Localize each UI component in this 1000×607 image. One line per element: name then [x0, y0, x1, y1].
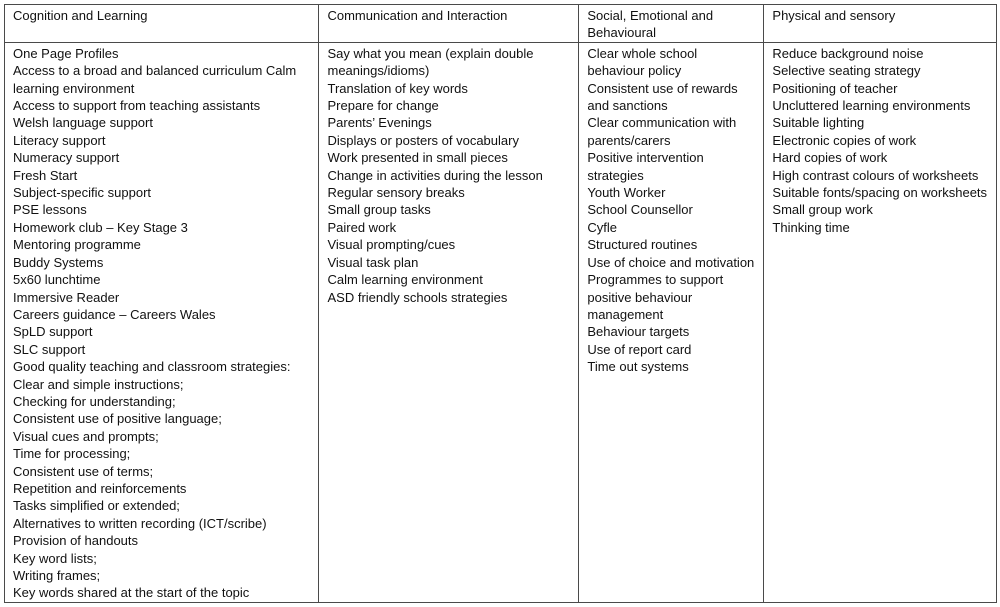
list-item: Cyfle — [587, 219, 617, 235]
list-item: Change in activities during the lesson — [327, 167, 543, 183]
list-item: Positive intervention strategies — [587, 150, 704, 183]
list-item: Fresh Start — [13, 167, 78, 183]
list-item: Homework club – Key Stage 3 — [13, 219, 188, 235]
list-item: Consistent use of rewards and sanctions — [587, 80, 738, 114]
list-item: Suitable fonts/spacing on worksheets — [772, 185, 988, 201]
list-item: Provision of handouts — [13, 533, 139, 549]
list-item: Writing frames; — [13, 568, 101, 583]
list-item: Good quality teaching and classroom strategies: — [13, 359, 291, 375]
list-item: High contrast colours of worksheets — [772, 167, 979, 183]
list-item: Visual task plan — [327, 254, 419, 270]
header-row — [5, 5, 997, 43]
communication-interaction-list — [319, 42, 579, 602]
list-item: Paired work — [327, 219, 397, 235]
list-item: SpLD support — [13, 324, 93, 340]
list-item: Key word lists; — [13, 550, 97, 566]
list-item: One Page Profiles — [13, 45, 119, 61]
list-item: Consistent use of positive language; — [13, 411, 222, 427]
list-item: Alternatives to written recording (ICT/scribe) — [13, 515, 267, 531]
list-item: Programmes to support positive behaviour management — [587, 272, 724, 322]
list-item: Access to a broad and balanced curriculum Calm learning environment — [13, 63, 297, 96]
list-item: School Counsellor — [587, 202, 693, 218]
list-item: Thinking time — [772, 219, 850, 235]
list-item: Structured routines — [587, 237, 698, 253]
content-row — [5, 42, 997, 602]
list-item: Use of choice and motivation — [587, 254, 755, 270]
list-item: Suitable lighting — [772, 115, 865, 131]
list-item: PSE lessons — [13, 202, 87, 218]
list-item: Consistent use of terms; — [13, 463, 154, 479]
list-item: Key words shared at the start of the topic — [13, 585, 250, 601]
list-item: Tasks simplified or extended; — [13, 498, 180, 514]
list-item: Clear whole school behaviour policy — [587, 45, 698, 79]
header-communication-interaction: Communication and Interaction — [319, 5, 579, 43]
list-item: ASD friendly schools strategies — [327, 289, 508, 305]
list-item: Visual cues and prompts; — [13, 428, 159, 444]
list-item: Say what you mean (explain double meanings/idioms) — [327, 45, 534, 79]
list-item: Parents’ Evenings — [327, 115, 432, 131]
list-item: Behaviour targets — [587, 324, 690, 340]
list-item: Small group work — [772, 202, 873, 218]
list-item: SLC support — [13, 341, 86, 357]
list-item: Youth Worker — [587, 185, 666, 201]
cognition-learning-list — [5, 42, 319, 602]
list-item: Repetition and reinforcements — [13, 480, 187, 496]
list-item: Numeracy support — [13, 150, 120, 166]
list-item: Subject-specific support — [13, 185, 152, 201]
list-item: Use of report card — [587, 341, 692, 357]
list-item: 5x60 lunchtime — [13, 272, 101, 288]
list-item: Time for processing; — [13, 446, 131, 462]
header-social-emotional-behavioural: Social, Emotional and Behavioural — [579, 5, 764, 43]
list-item: Uncluttered learning environments — [772, 98, 971, 114]
list-item: Careers guidance – Careers Wales — [13, 306, 216, 322]
list-item: Translation of key words — [327, 80, 468, 96]
list-item: Immersive Reader — [13, 289, 120, 305]
provision-table — [4, 4, 997, 603]
header-cognition-learning: Cognition and Learning — [5, 5, 319, 43]
list-item: Clear and simple instructions; — [13, 376, 184, 392]
list-item: Prepare for change — [327, 98, 439, 114]
list-item: Small group tasks — [327, 202, 431, 218]
list-item: Time out systems — [587, 359, 689, 375]
list-item: Calm learning environment — [327, 272, 483, 288]
list-item: Regular sensory breaks — [327, 185, 465, 201]
list-item: Hard copies of work — [772, 150, 888, 166]
list-item: Clear communication with parents/carers — [587, 115, 737, 148]
list-item: Mentoring programme — [13, 237, 141, 253]
list-item: Welsh language support — [13, 115, 153, 131]
list-item: Work presented in small pieces — [327, 150, 508, 166]
physical-sensory-list — [764, 42, 997, 602]
list-item: Literacy support — [13, 132, 106, 148]
list-item: Access to support from teaching assistants — [13, 98, 261, 114]
list-item: Electronic copies of work — [772, 132, 917, 148]
list-item: Selective seating strategy — [772, 63, 921, 79]
list-item: Positioning of teacher — [772, 80, 898, 96]
list-item: Reduce background noise — [772, 45, 924, 61]
list-item: Visual prompting/cues — [327, 237, 456, 253]
list-item: Displays or posters of vocabulary — [327, 132, 519, 148]
list-item: Checking for understanding; — [13, 393, 176, 409]
list-item: Buddy Systems — [13, 254, 104, 270]
header-physical-sensory: Physical and sensory — [764, 5, 997, 43]
social-emotional-behavioural-list — [579, 42, 764, 602]
